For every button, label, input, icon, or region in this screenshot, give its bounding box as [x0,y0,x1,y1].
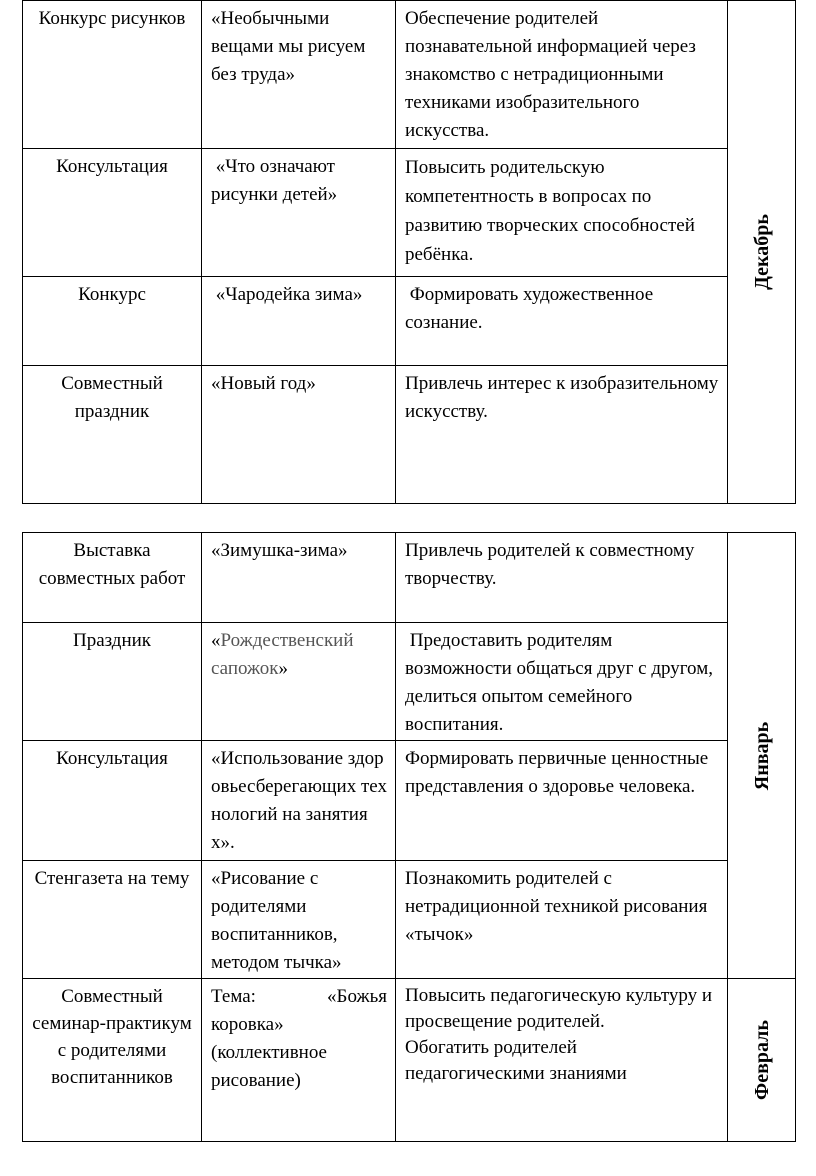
table-row [23,149,796,277]
table-row [23,277,796,366]
goal-line: Обогатить родителей педагогическими знаниями [405,1037,627,1084]
table-row [23,979,796,1142]
goal-cell: Привлечь интерес к изобразительному искусству. [396,366,728,504]
table-row [23,1,796,149]
form-cell: Конкурс [23,277,202,366]
goal-cell [396,979,728,1142]
theme-cell: «Что означают рисунки детей» [202,149,396,277]
theme-cell: «Зимушка-зима» [202,533,396,623]
theme-title: Рождественский сапожок [211,630,354,679]
goal-cell: Привлечь родителей к совместному творчеству. [396,533,728,623]
theme-line: (коллективное рисование) [211,1042,327,1091]
form-cell: Совместный праздник [23,366,202,504]
month-cell [728,533,796,979]
theme-cell: «Необычными вещами мы рисуем без труда» [202,1,396,149]
month-label-december: Декабрь [750,214,773,290]
form-cell: Консультация [23,149,202,277]
month-label-february: Февраль [750,1020,773,1100]
form-cell: Консультация [23,741,202,861]
goal-cell: Повысить родительскую компетентность в вопросах по развитию творческих способностей ребёнка. [396,149,728,277]
theme-line: Тема: «Божья коровка» [211,986,387,1035]
goal-line: Повысить педагогическую культуру и просвещение родителей. [405,985,713,1032]
quote-close: » [278,658,288,679]
theme-cell [202,623,396,741]
form-cell: Выставка совместных работ [23,533,202,623]
month-cell [728,1,796,504]
table-row [23,533,796,623]
table-row [23,366,796,504]
theme-cell: «Использование здоровьесберегающих технологий на занятиях». [202,741,396,861]
month-label-january: Январь [750,721,773,790]
table-row [23,861,796,979]
table-row [23,741,796,861]
theme-cell [202,979,396,1142]
theme-cell: «Чародейка зима» [202,277,396,366]
form-cell: Совместный семинар-практикум с родителями воспитанников [23,979,202,1142]
goal-cell: Предоставить родителям возможности общаться друг с другом, делиться опытом семейного воспитания. [396,623,728,741]
goal-cell: Познакомить родителей с нетрадиционной техникой рисования «тычок» [396,861,728,979]
form-cell: Стенгазета на тему [23,861,202,979]
table-row [23,623,796,741]
month-cell [728,979,796,1142]
theme-cell: «Рисование с родителями воспитанников, методом тычка» [202,861,396,979]
quote-open: « [211,630,221,651]
goal-cell: Обеспечение родителей познавательной информацией через знакомство с нетрадиционными техниками изобразительного искусства. [396,1,728,149]
form-cell: Праздник [23,623,202,741]
goal-cell: Формировать художественное сознание. [396,277,728,366]
form-cell: Конкурс рисунков [23,1,202,149]
january-february-table [22,532,796,1142]
theme-cell: «Новый год» [202,366,396,504]
goal-cell: Формировать первичные ценностные представления о здоровье человека. [396,741,728,861]
december-table [22,0,796,504]
